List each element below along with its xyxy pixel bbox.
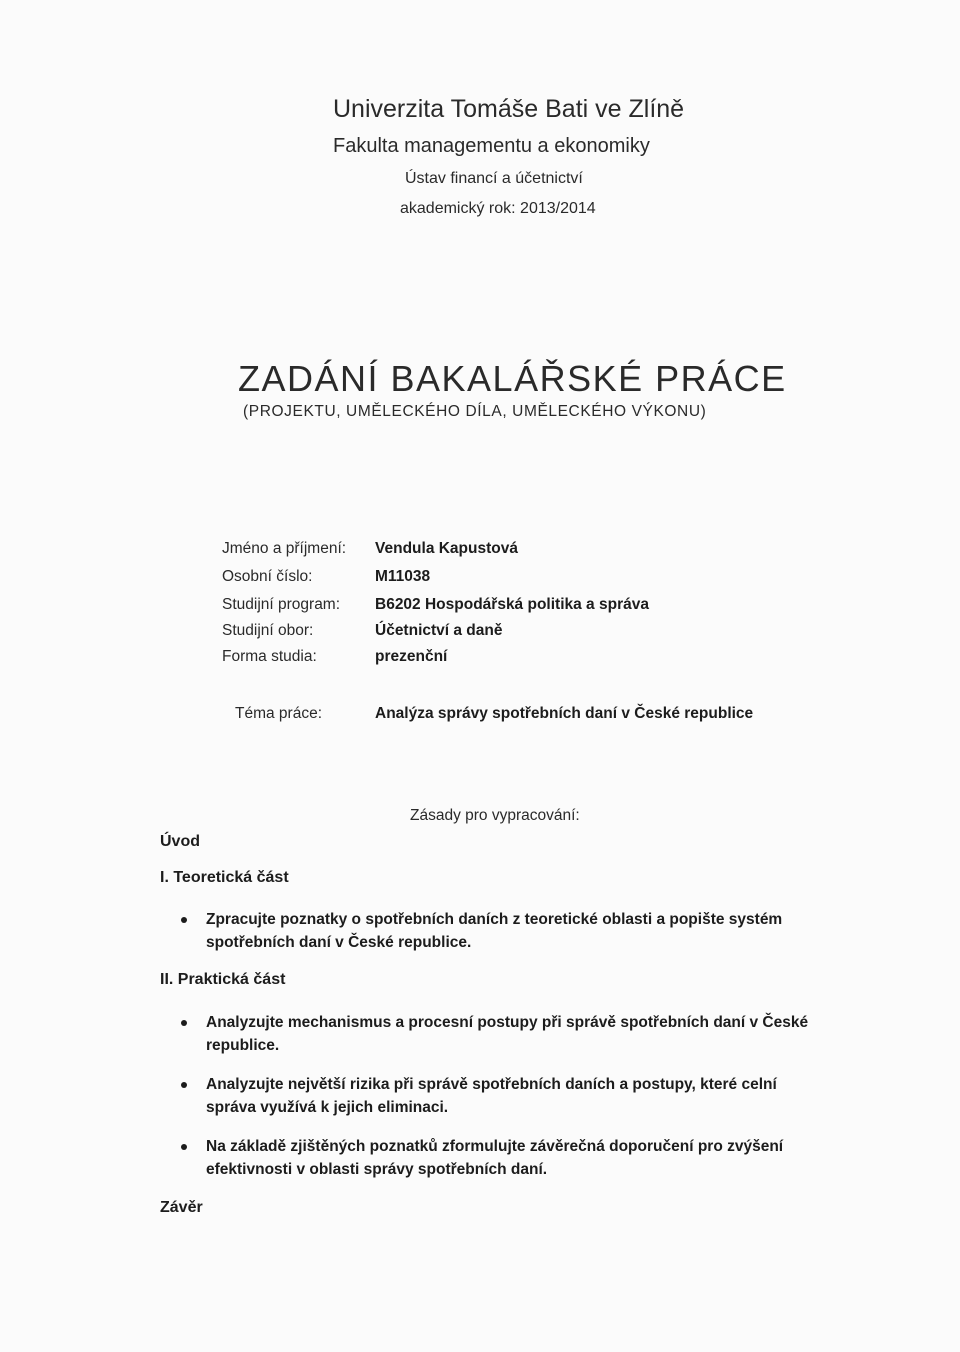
document-title: ZADÁNÍ BAKALÁŘSKÉ PRÁCE	[238, 358, 787, 399]
list-item: Na základě zjištěných poznatků zformulujte závěrečná doporučení pro zvýšení efektivnosti v oblasti správy spotřebních daní.	[206, 1135, 783, 1181]
field-value-study-field: Účetnictví a daně	[375, 622, 503, 639]
list-item: Analyzujte mechanismus a procesní postupy při správě spotřebních daní v České republice.	[206, 1011, 808, 1057]
section-theory: I. Teoretická část	[160, 869, 289, 886]
list-item: Analyzujte největší rizika při správě spotřebních daních a postupy, které celní správa využívá k jejich eliminaci.	[206, 1073, 777, 1119]
field-value-name: Vendula Kapustová	[375, 540, 518, 557]
principles-heading: Zásady pro vypracování:	[410, 807, 580, 824]
bullet-icon	[181, 917, 187, 923]
field-value-personal-number: M11038	[375, 568, 431, 585]
list-item: Zpracujte poznatky o spotřebních daních z teoretické oblasti a popište systém spotřebních daní v České republice.	[206, 908, 782, 954]
topic-value: Analýza správy spotřebních daní v České republice	[375, 705, 754, 722]
bullet-icon	[181, 1082, 187, 1088]
university-name: Univerzita Tomáše Bati ve Zlíně	[333, 95, 685, 123]
academic-year: akademický rok: 2013/2014	[400, 200, 596, 217]
document-subtitle: (PROJEKTU, UMĚLECKÉHO DÍLA, UMĚLECKÉHO VÝKONU)	[243, 403, 707, 420]
field-label-personal-number: Osobní číslo:	[222, 568, 313, 585]
faculty-name: Fakulta managementu a ekonomiky	[333, 135, 650, 157]
field-value-study-program: B6202 Hospodářská politika a správa	[375, 596, 649, 613]
section-practical: II. Praktická část	[160, 971, 286, 988]
field-label-name: Jméno a příjmení:	[222, 540, 347, 557]
field-value-study-form: prezenční	[375, 648, 448, 665]
field-label-study-form: Forma studia:	[222, 648, 317, 665]
topic-label: Téma práce:	[235, 705, 323, 722]
field-label-study-field: Studijní obor:	[222, 622, 314, 639]
bullet-icon	[181, 1144, 187, 1150]
institute-name: Ústav financí a účetnictví	[405, 170, 583, 187]
bullet-icon	[181, 1020, 187, 1026]
section-intro: Úvod	[160, 833, 200, 850]
section-conclusion: Závěr	[160, 1199, 203, 1216]
field-label-study-program: Studijní program:	[222, 596, 341, 613]
